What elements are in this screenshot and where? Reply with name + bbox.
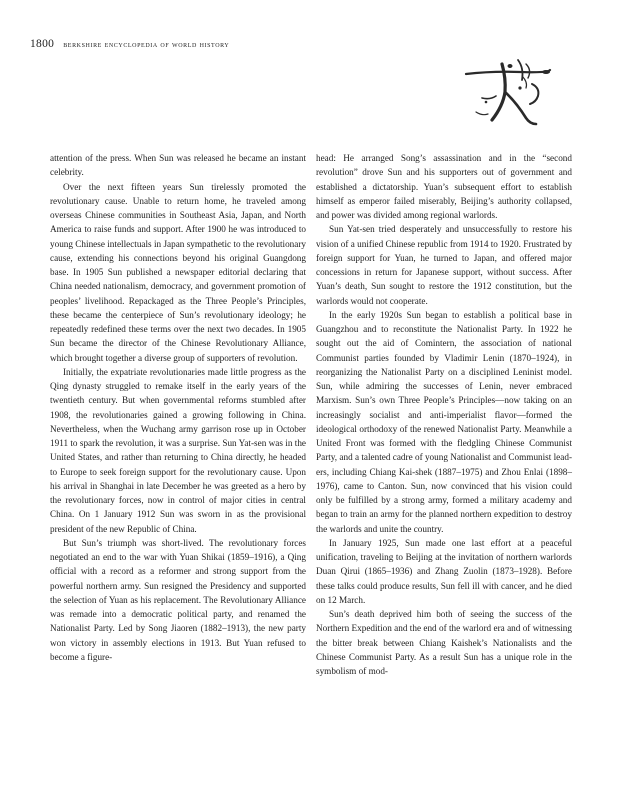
running-title: berkshire encyclopedia of world history [63,40,230,49]
paragraph: head: He arranged Song’s assassination and in the “second revolution” drove Sun and his supporters out of government and established a dictatorship. Yuan’s subsequent effort to establish himself as emperor failed miserably, Beijing’s authority collapsed, and power was divided among regional warlords. [316,153,572,220]
paragraph: attention of the press. When Sun was released he became an instant celebrity. [50,153,306,178]
right-column [316,151,572,678]
paragraph: Over the next fifteen years Sun tirelessly promoted the revolutionary cause. Unable to return home, he traveled among overseas Chinese communities in Southeast Asia, Japan, and North America to raise funds and support. After 1900 he was introduced to young Chinese intellectuals in Japan sympathetic to the revolutionary cause, extending his connections beyond his original Guangdong base. In 1905 Sun published a newspaper editorial declaring that China needed nationalism, democracy, and government promotion of peoples’ livelihood. Repackaged as the Three People’s Principles, these became the centerpiece of Sun’s revolutionary ideology; he repeatedly redefined these terms over the next two decades. In 1905 Sun became the director of the Chinese Revolutionary Alliance, which brought together a diverse group of supporters of revolution. [50,181,306,363]
page-number: 1800 [30,38,55,50]
paragraph: In January 1925, Sun made one last effort at a peaceful unification, traveling to Beijing at the invitation of northern warlords Duan Qirui (1865–1936) and Zhang Zuolin (1873–1928). Before these talks could produce results, Sun fell ill with cancer, and he died on 12 March. [316,537,572,605]
paragraph: But Sun’s triumph was short-lived. The revolutionary forces negotiated an end to the war with Yuan Shikai (1859–1916), a Qing official with a record as a reformer and strong support from the powerful northern army. Sun resigned the Presidency and supported the selection of Yuan as his replacement. The Revolutionary Alliance was remade into a democratic political party, and renamed the Nationalist Party. Led by Song Jiaoren (1882–1913), the new party won victory in assembly elections in 1913. But Yuan refused to become a figure- [50,537,306,662]
left-column [50,151,306,664]
paragraph: Sun Yat-sen tried desperately and unsuccessfully to restore his vision of a unified Chinese republic from 1914 to 1920. Frustrated by foreign support for Yuan, he turned to Japan, and offered major concessions in return for Japanese support, without success. After Yuan’s death, Sun sought to restore the 1912 constitution, but the warlords would not cooperate. [316,224,572,306]
paragraph: Initially, the expatriate revolutionaries made little progress as the Qing dynasty struggled to remake itself in the early years of the twentieth century. But when governmental reforms stumbled after 1908, the revolutionaries gained a growing following in China. Nevertheless, when the Wuchang army garrison rose up in October 1911 to spark the revolution, it was a surprise. Sun Yat-sen was in the United States, and rather than returning to China directly, he headed to Europe to seek foreign support for the revolutionary cause. Upon his arrival in Shanghai in late December he was greeted as a hero by the revolutionary forces, now in control of major cities in central China. On 1 January 1912 Sun was sworn in as the provisional president of the new Republic of China. [50,366,306,534]
paragraph: Sun’s death deprived him both of seeing the success of the Northern Expedition and the end of the warlord era and of witnessing the bitter break between Chiang Kaishek’s Nationalists and the Chinese Communist Party. As a result Sun has a unique role in the symbolism of mod- [316,609,572,676]
paragraph: In the early 1920s Sun began to establish a political base in Guangzhou and to reconstitute the Nationalist Party. In 1922 he sought out the aid of Comintern, the association of national Communist parties founded by Vladimir Lenin (1870–1924), in reorganizing the Nationalist Party on a disciplined Leninist model. Sun, while admiring the successes of Lenin, never embraced Marxism. Sun’s own Three People’s Principles—now taking on an increasingly socialist and anti-imperialist flavor—formed the ideological orthodoxy of the renewed Nationalist Party. Meanwhile a United Front was formed with the fledgling Chinese Communist Party, and a talented cadre of young Nationalist and Communist leaders, including Chiang Kai-shek (1887–1975) and Zhou Enlai (1898–1976), came to Canton. Sun, now convinced that his vision could only be fulfilled by a strong army, formed a military academy and began to train an army for the planned northern expedition to destroy the warlords and unite the country. [316,309,572,534]
running-head [30,34,229,52]
calligraphy-brush-icon [462,58,554,128]
